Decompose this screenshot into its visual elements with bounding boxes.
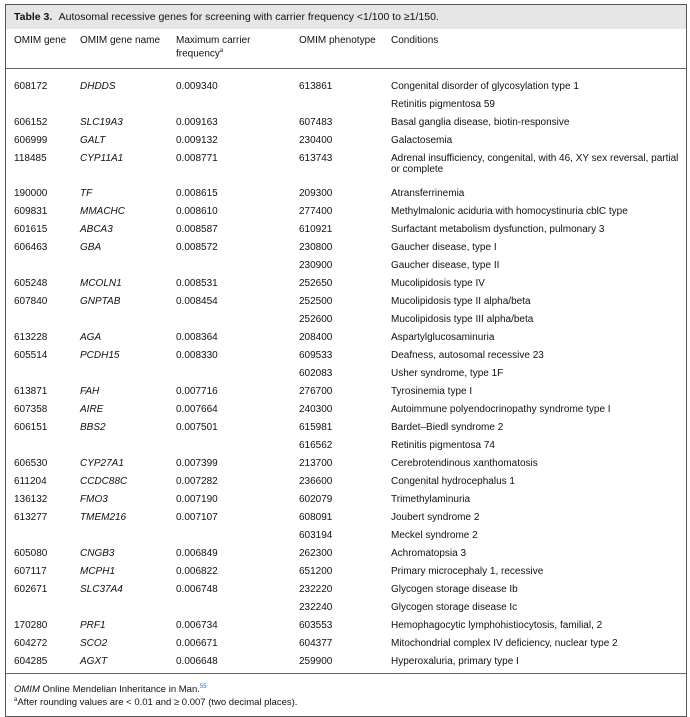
cell-carrier-frequency: 0.006648 (168, 652, 291, 674)
footnote-abbreviation (14, 682, 678, 695)
cell-condition: Gaucher disease, type I (391, 242, 497, 253)
table-row (6, 220, 686, 238)
cell-omim-phenotype: 232240 (299, 602, 333, 613)
cell-carrier-frequency: 0.008572 (176, 242, 218, 253)
cell-omim-gene (6, 526, 72, 544)
cell-carrier-frequency (168, 598, 291, 616)
cell-omim-phenotype: 602079 (299, 494, 333, 505)
table-row (6, 382, 686, 400)
cell-carrier-frequency: 0.006849 (176, 548, 218, 559)
cell-gene-name (72, 526, 168, 544)
cell-omim-gene (6, 95, 72, 113)
cell-omim-phenotype: 252600 (299, 314, 333, 325)
table-container (5, 4, 687, 717)
cell-omim-gene: 611204 (14, 476, 47, 487)
cell-omim-gene (6, 436, 72, 454)
cell-omim-phenotype: 603194 (299, 530, 333, 541)
footnote-a-mark: a (14, 697, 18, 704)
table-row (6, 598, 686, 616)
cell-carrier-frequency (168, 364, 291, 382)
header-footnote-mark: a (219, 48, 224, 54)
cell-omim-gene: 613277 (14, 512, 48, 523)
cell-omim-gene: 606151 (14, 422, 48, 433)
cell-omim-phenotype: 604377 (299, 638, 333, 649)
cell-carrier-frequency: 0.008615 (176, 188, 218, 199)
cell-omim-gene: 606530 (14, 458, 48, 469)
table-row (6, 95, 686, 113)
cell-omim-gene: 608172 (14, 81, 48, 92)
cell-omim-phenotype: 608091 (299, 512, 333, 523)
cell-omim-phenotype: 230400 (299, 135, 333, 146)
cell-omim-gene: 605080 (14, 548, 48, 559)
cell-condition: Methylmalonic aciduria with homocystinuria cblC type (391, 206, 628, 217)
table-row (6, 580, 686, 598)
table-row (6, 346, 686, 364)
table-row (6, 238, 686, 256)
cell-omim-gene: 609831 (14, 206, 48, 217)
cell-gene-name: CYP27A1 (80, 458, 124, 469)
cell-condition: Usher syndrome, type 1F (391, 368, 504, 379)
table-row (6, 69, 686, 96)
cell-condition: Hemophagocytic lymphohistiocytosis, familial, 2 (391, 620, 603, 631)
cell-omim-phenotype: 209300 (299, 188, 333, 199)
cell-carrier-frequency: 0.009163 (176, 117, 218, 128)
cell-gene-name: BBS2 (80, 422, 106, 433)
table-row (6, 274, 686, 292)
cell-carrier-frequency: 0.008771 (176, 153, 218, 164)
cell-gene-name: TF (80, 188, 93, 199)
footnote-abbr-term: OMIM (14, 684, 40, 696)
cell-omim-phenotype: 259900 (291, 652, 383, 674)
table-row (6, 328, 686, 346)
table-row (6, 526, 686, 544)
cell-omim-phenotype: 208400 (299, 332, 333, 343)
cell-omim-phenotype: 613861 (299, 81, 333, 92)
cell-gene-name: FAH (80, 386, 100, 397)
cell-gene-name: CYP11A1 (80, 153, 124, 164)
cell-carrier-frequency: 0.008454 (176, 296, 218, 307)
cell-omim-phenotype: 240300 (299, 404, 333, 415)
cell-carrier-frequency: 0.007107 (176, 512, 218, 523)
table-row (6, 454, 686, 472)
cell-carrier-frequency: 0.006734 (176, 620, 218, 631)
cell-carrier-frequency: 0.007282 (176, 476, 218, 487)
cell-condition: Autoimmune polyendocrinopathy syndrome type I (391, 404, 611, 415)
table-row (6, 400, 686, 418)
cell-gene-name: PCDH15 (80, 350, 120, 361)
cell-condition: Aspartylglucosaminuria (391, 332, 495, 343)
cell-condition: Surfactant metabolism dysfunction, pulmonary 3 (391, 224, 605, 235)
cell-condition: Primary microcephaly 1, recessive (391, 566, 544, 577)
cell-gene-name: AGXT (72, 652, 168, 674)
table-row (6, 149, 686, 178)
cell-carrier-frequency: 0.006822 (176, 566, 218, 577)
table-row (6, 490, 686, 508)
cell-condition: Adrenal insufficiency, congenital, with 46, XY sex reversal, partial or complete (391, 153, 679, 175)
cell-omim-phenotype: 262300 (299, 548, 333, 559)
cell-omim-phenotype: 232220 (299, 584, 333, 595)
cell-gene-name: MCOLN1 (80, 278, 122, 289)
footnote-a-text: After rounding values are < 0.01 and ≥ 0.007 (two decimal places). (17, 697, 298, 709)
cell-carrier-frequency (168, 95, 291, 113)
table-body (6, 69, 686, 674)
cell-gene-name: DHDDS (80, 81, 116, 92)
genes-table (6, 29, 686, 674)
table-row (6, 131, 686, 149)
cell-omim-gene: 601615 (14, 224, 48, 235)
cell-condition: Gaucher disease, type II (391, 260, 500, 271)
cell-omim-gene: 118485 (14, 153, 47, 164)
table-row (6, 652, 686, 674)
header-omim-gene: OMIM gene (6, 29, 72, 69)
cell-omim-phenotype: 277400 (299, 206, 333, 217)
cell-carrier-frequency: 0.008610 (176, 206, 218, 217)
cell-gene-name: FMO3 (80, 494, 108, 505)
cell-gene-name: GALT (80, 135, 106, 146)
cell-condition: Achromatopsia 3 (391, 548, 467, 559)
table-row (6, 562, 686, 580)
cell-gene-name: TMEM216 (80, 512, 127, 523)
cell-gene-name: MCPH1 (80, 566, 116, 577)
header-conditions: Conditions (383, 29, 686, 69)
cell-condition: Galactosemia (391, 135, 453, 146)
cell-gene-name (72, 256, 168, 274)
cell-gene-name (72, 598, 168, 616)
cell-condition: Atransferrinemia (391, 188, 465, 199)
cell-omim-gene: 606152 (14, 117, 48, 128)
cell-condition: Bardet–Biedl syndrome 2 (391, 422, 504, 433)
table-caption-text: Autosomal recessive genes for screening with carrier frequency <1/100 to ≥1/150. (58, 11, 439, 23)
cell-gene-name: PRF1 (80, 620, 106, 631)
cell-gene-name: ABCA3 (80, 224, 113, 235)
header-max-carrier-frequency (168, 29, 291, 69)
cell-gene-name: GNPTAB (80, 296, 121, 307)
cell-omim-gene: 604272 (14, 638, 48, 649)
cell-condition: Mucolipidosis type III alpha/beta (391, 314, 534, 325)
cell-condition: Retinitis pigmentosa 59 (391, 99, 495, 110)
cell-condition: Retinitis pigmentosa 74 (391, 440, 495, 451)
cell-condition: Tyrosinemia type I (391, 386, 473, 397)
table-row (6, 202, 686, 220)
cell-condition: Trimethylaminuria (391, 494, 471, 505)
cell-omim-gene: 607358 (14, 404, 48, 415)
table-row (6, 436, 686, 454)
cell-gene-name: CNGB3 (80, 548, 115, 559)
cell-omim-gene: 136132 (14, 494, 48, 505)
cell-gene-name (72, 95, 168, 113)
table-row (6, 256, 686, 274)
cell-omim-gene: 170280 (14, 620, 48, 631)
table-row (6, 544, 686, 562)
cell-carrier-frequency: 0.008364 (176, 332, 218, 343)
cell-omim-gene: 606463 (14, 242, 48, 253)
cell-omim-phenotype: 252500 (299, 296, 333, 307)
table-row (6, 472, 686, 490)
cell-omim-gene (6, 598, 72, 616)
cell-omim-phenotype: 603553 (299, 620, 333, 631)
cell-condition: Mucolipidosis type II alpha/beta (391, 296, 531, 307)
table-footnotes (6, 674, 686, 716)
cell-condition: Glycogen storage disease Ic (391, 602, 518, 613)
cell-carrier-frequency (168, 526, 291, 544)
cell-omim-phenotype: 213700 (299, 458, 333, 469)
cell-omim-gene: 605514 (14, 350, 48, 361)
cell-carrier-frequency (168, 256, 291, 274)
cell-omim-gene: 613871 (14, 386, 48, 397)
cell-omim-phenotype: 607483 (299, 117, 333, 128)
cell-omim-phenotype: 609533 (299, 350, 333, 361)
cell-omim-gene: 613228 (14, 332, 48, 343)
cell-gene-name: AGA (80, 332, 102, 343)
cell-gene-name (72, 436, 168, 454)
table-row (6, 616, 686, 634)
cell-condition: Congenital disorder of glycosylation type 1 (391, 81, 579, 92)
table-row (6, 178, 686, 202)
cell-carrier-frequency: 0.007716 (176, 386, 218, 397)
cell-omim-gene (6, 256, 72, 274)
table-row (6, 418, 686, 436)
cell-condition: Joubert syndrome 2 (391, 512, 480, 523)
cell-omim-phenotype: 616562 (299, 440, 333, 451)
cell-carrier-frequency: 0.009132 (176, 135, 218, 146)
cell-condition: Basal ganglia disease, biotin-responsive (391, 117, 570, 128)
cell-carrier-frequency: 0.008531 (176, 278, 218, 289)
cell-omim-gene: 602671 (14, 584, 48, 595)
table-row (6, 310, 686, 328)
cell-omim-phenotype: 613743 (299, 153, 333, 164)
table-row (6, 292, 686, 310)
cell-gene-name: SCO2 (80, 638, 108, 649)
cell-carrier-frequency (168, 310, 291, 328)
cell-gene-name: MMACHC (80, 206, 125, 217)
header-omim-gene-name: OMIM gene name (72, 29, 168, 69)
cell-omim-phenotype: 230900 (299, 260, 333, 271)
cell-carrier-frequency: 0.007190 (176, 494, 218, 505)
cell-omim-gene: 607840 (14, 296, 48, 307)
cell-gene-name: GBA (80, 242, 102, 253)
cell-omim-phenotype: 236600 (299, 476, 333, 487)
cell-carrier-frequency: 0.007399 (176, 458, 218, 469)
cell-omim-phenotype (291, 95, 383, 113)
cell-omim-gene: 190000 (14, 188, 48, 199)
cell-carrier-frequency: 0.006671 (176, 638, 218, 649)
cell-omim-phenotype: 276700 (299, 386, 333, 397)
cell-gene-name: SLC37A4 (80, 584, 123, 595)
cell-carrier-frequency (168, 436, 291, 454)
cell-omim-phenotype: 651200 (299, 566, 333, 577)
header-max-freq-label: Maximum carrier frequency (176, 35, 251, 60)
footnote-abbr-text: Online Mendelian Inheritance in Man. (42, 684, 200, 696)
table-caption (6, 5, 686, 29)
cell-carrier-frequency: 0.006748 (176, 584, 218, 595)
cell-condition: Hyperoxaluria, primary type I (383, 652, 686, 674)
cell-carrier-frequency: 0.008587 (176, 224, 218, 235)
cell-condition: Glycogen storage disease Ib (391, 584, 518, 595)
cell-carrier-frequency: 0.008330 (176, 350, 218, 361)
cell-gene-name: AIRE (80, 404, 104, 415)
cell-gene-name (72, 310, 168, 328)
cell-omim-phenotype: 230800 (299, 242, 333, 253)
cell-omim-gene: 604285 (6, 652, 72, 674)
cell-omim-gene: 607117 (14, 566, 47, 577)
cell-condition: Congenital hydrocephalus 1 (391, 476, 515, 487)
cell-carrier-frequency: 0.007501 (176, 422, 218, 433)
cell-condition: Mucolipidosis type IV (391, 278, 485, 289)
cell-gene-name: SLC19A3 (80, 117, 123, 128)
cell-omim-gene (6, 310, 72, 328)
table-row (6, 364, 686, 382)
cell-condition: Cerebrotendinous xanthomatosis (391, 458, 538, 469)
header-omim-phenotype: OMIM phenotype (291, 29, 383, 69)
table-caption-label: Table 3. (14, 11, 53, 23)
cell-omim-phenotype: 252650 (299, 278, 333, 289)
footnote-reference-link[interactable]: 55 (199, 684, 207, 690)
cell-omim-gene: 606999 (14, 135, 48, 146)
cell-carrier-frequency: 0.009340 (176, 81, 218, 92)
table-header-row (6, 29, 686, 69)
cell-gene-name: CCDC88C (80, 476, 128, 487)
cell-omim-gene (6, 364, 72, 382)
cell-carrier-frequency: 0.007664 (176, 404, 218, 415)
table-row (6, 113, 686, 131)
cell-gene-name (72, 364, 168, 382)
cell-omim-phenotype: 602083 (299, 368, 333, 379)
cell-omim-gene: 605248 (14, 278, 48, 289)
cell-condition: Meckel syndrome 2 (391, 530, 478, 541)
cell-condition: Mitochondrial complex IV deficiency, nuclear type 2 (391, 638, 618, 649)
cell-omim-phenotype: 615981 (299, 422, 333, 433)
table-row (6, 508, 686, 526)
table-row (6, 634, 686, 652)
cell-condition: Deafness, autosomal recessive 23 (391, 350, 544, 361)
cell-omim-phenotype: 610921 (299, 224, 333, 235)
